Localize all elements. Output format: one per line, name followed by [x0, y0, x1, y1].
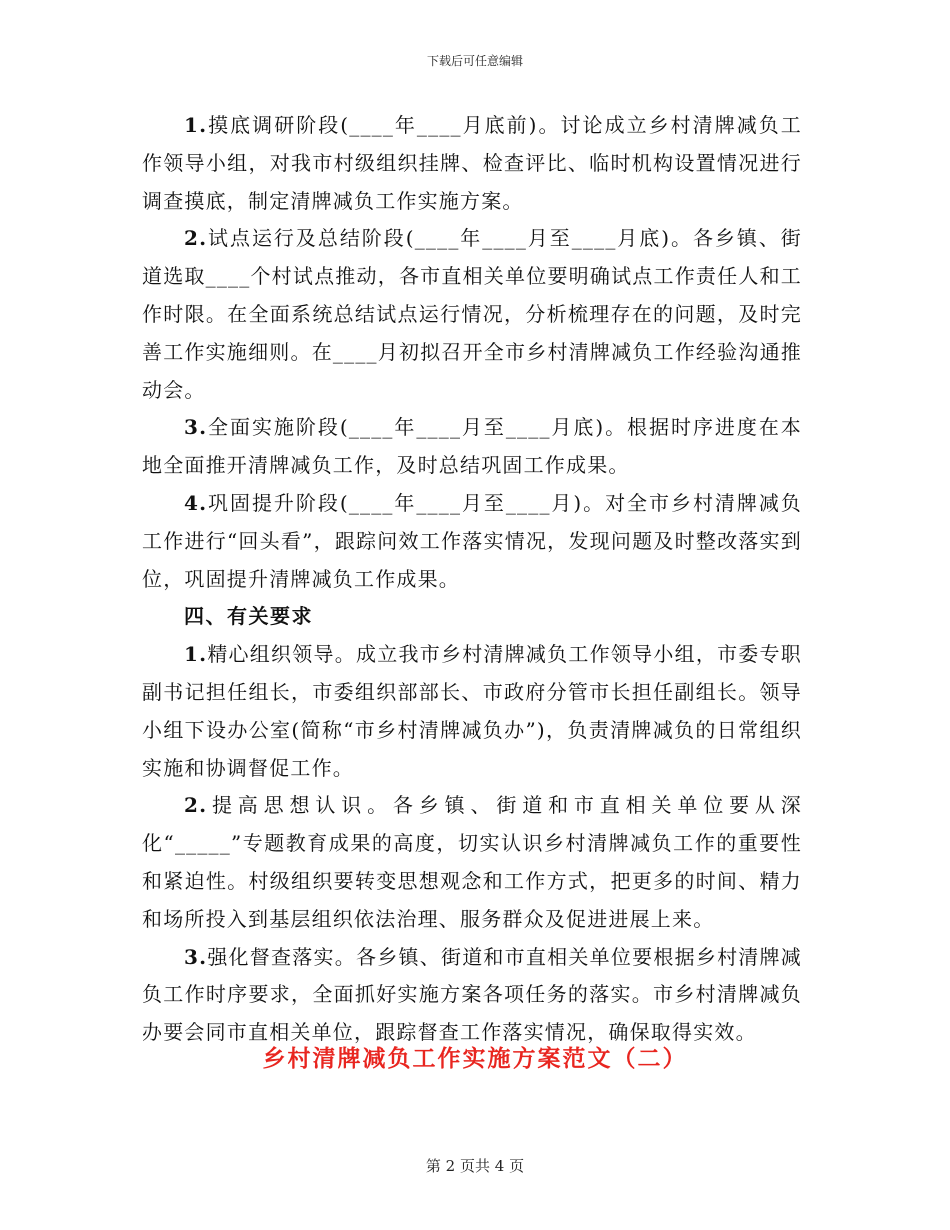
stage-paragraph-2 [142, 220, 802, 409]
stage-paragraph-1 [142, 107, 802, 220]
paragraph-number: 3. [184, 415, 208, 440]
requirement-paragraph-1 [142, 636, 802, 787]
paragraph-text: 巩固提升阶段(____年____月至____月)。对全市乡村清牌减负工作进行“回头看”，跟踪问效工作落实情况，发现问题及时整改落实到位，巩固提升清牌减负工作成果。 [142, 490, 802, 591]
paragraph-number: 3. [184, 944, 208, 969]
requirement-paragraph-2 [142, 787, 802, 938]
paragraph-text: 强化督查落实。各乡镇、街道和市直相关单位要根据乡村清牌减负工作时序要求，全面抓好实施方案各项任务的落实。市乡村清牌减负办要会同市直相关单位，跟踪督查工作落实情况，确保取得实效。 [142, 944, 802, 1045]
page-header: 下载后可任意编辑 [426, 54, 523, 68]
page-footer: 第 2 页共 4 页 [425, 1157, 525, 1175]
paragraph-number: 4. [184, 490, 208, 515]
stage-paragraph-3 [142, 409, 802, 485]
section-title-red: 乡村清牌减负工作实施方案范文（二） [262, 1045, 688, 1072]
requirement-paragraph-3 [142, 939, 802, 1052]
document-body [142, 107, 802, 1052]
paragraph-number: 2. [184, 793, 208, 818]
paragraph-number: 1. [184, 113, 208, 137]
paragraph-number: 1. [184, 642, 208, 667]
paragraph-number: 2. [184, 226, 208, 251]
paragraph-text: 全面实施阶段(____年____月至____月底)。根据时序进度在本地全面推开清牌减负工作，及时总结巩固工作成果。 [142, 415, 802, 478]
paragraph-text: 提高思想认识。各乡镇、街道和市直相关单位要从深化“_____”专题教育成果的高度，切实认识乡村清牌减负工作的重要性和紧迫性。村级组织要转变思想观念和工作方式，把更多的时间、精力和场所投入到基层组织依法治理、服务群众及促进进展上来。 [142, 793, 802, 931]
section-heading: 四、有关要求 [184, 604, 313, 629]
stage-paragraph-4 [142, 485, 802, 598]
paragraph-text: 试点运行及总结阶段(____年____月至____月底)。各乡镇、街道选取____个村试点推动，各市直相关单位要明确试点工作责任人和工作时限。在全面系统总结试点运行情况，分析梳理存在的问题，及时完善工作实施细则。在____月初拟召开全市乡村清牌减负工作经验沟通推动会。 [142, 226, 802, 402]
paragraph-text: 精心组织领导。成立我市乡村清牌减负工作领导小组，市委专职副书记担任组长，市委组织部部长、市政府分管市长担任副组长。领导小组下设办公室(简称“市乡村清牌减负办”)，负责清牌减负的日常组织实施和协调督促工作。 [142, 642, 802, 780]
paragraph-text: 摸底调研阶段(____年____月底前)。讨论成立乡村清牌减负工作领导小组，对我市村级组织挂牌、检查评比、临时机构设置情况进行调查摸底，制定清牌减负工作实施方案。 [142, 113, 802, 213]
